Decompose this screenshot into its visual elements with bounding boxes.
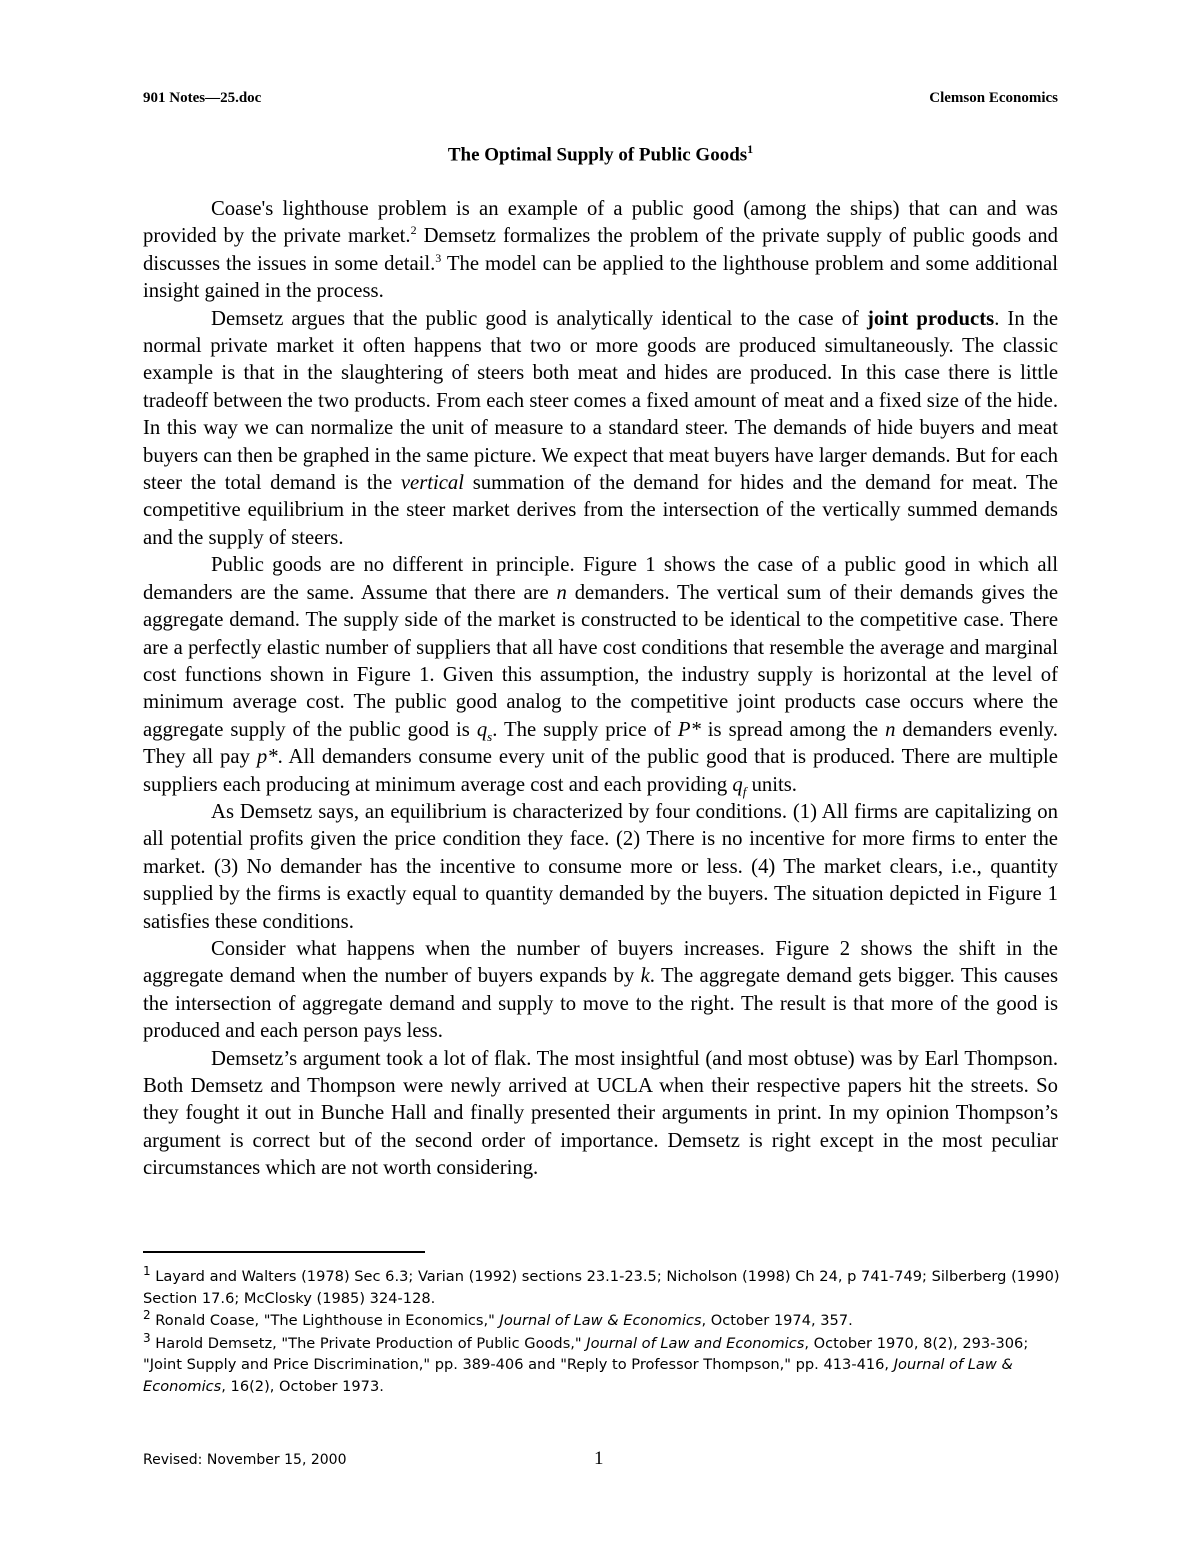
p2-text-a: Demsetz argues that the public good is analytically identical to the case of [211,307,867,330]
paragraph-3 [143,552,1058,799]
footnote-2 [143,1310,1063,1332]
p3-var-n: n [556,581,567,604]
revision-date: Revised: November 15, 2000 [143,1452,347,1468]
footnote-3-text-a: Harold Demsetz, "The Private Production of Public Goods," [150,1334,587,1352]
p3-var-qf [732,773,747,799]
footnote-separator [143,1251,425,1253]
p2-bold-term: joint products [866,307,995,330]
qs-symbol: q [476,718,488,741]
p2-text-b: . In the normal private market it often happens that two or more goods are produced simultaneously. The classic example is that in the slaughtering of steers both meat and hides are produced. In this case there is little tradeoff between the two products. From each steer comes a fixed amount of meat and a fixed size of the hide. In this way we can normalize the unit of measure to a standard steer. The demands of hide buyers and meat buyers can then be graphed in the same picture. We expect that meat buyers have larger demands. But for each steer the total demand is the [143,307,1058,495]
header-institution: Clemson Economics [929,90,1058,106]
footnotes [143,1266,1063,1398]
p3-var-n2: n [885,718,896,741]
p5-text-a: Consider what happens when the number of buyers increases. Figure 2 shows the shift in the aggregate demand when the number of buyers expands by [143,937,1058,988]
header-filename: 901 Notes—25.doc [143,90,262,106]
body-text [143,196,1058,1183]
footnote-1-number: 1 [143,1264,151,1279]
p3-var-pstar: p* [256,746,278,769]
footnote-2-number: 2 [143,1308,151,1323]
footnote-3-text-c: , 16(2), October 1973. [221,1377,384,1395]
p3-text-b: demanders. The vertical sum of their demands gives the aggregate demand. The supply side of the market is constructed to be identical to the competitive case. There are a perfectly elastic number of suppliers that all have cost conditions that resemble the average and marginal cost functions shown in Figure 1. Given this assumption, the industry supply is horizontal at the level of minimum average cost. The public good analog to the competitive joint products case occurs where the aggregate supply of the public good is [143,581,1059,741]
p2-text-c: summation of the demand for hides and the demand for meat. The competitive equilibrium in the steer market derives from the intersection of the vertically summed demands and the supply of steers. [143,472,1058,549]
p3-text-d: is spread among the [700,718,886,741]
p3-text-a: Public goods are no different in principle. Figure 1 shows the case of a public good in which all demanders are the same. Assume that there are [143,554,1058,604]
footnote-3-number: 3 [143,1330,151,1345]
p3-text-e: demanders evenly. They all pay [143,718,1058,769]
p3-text-c: . The supply price of [492,718,678,741]
p5-var-k: k [640,965,650,988]
footnote-ref-3[interactable]: 3 [435,250,442,265]
footnote-ref-2[interactable]: 2 [410,223,417,238]
qf-symbol: q [732,773,743,796]
p3-text-g: units. [746,773,797,796]
page-number: 1 [594,1448,604,1469]
paragraph-5 [143,936,1058,1046]
p1-text-b: Demsetz formalizes the problem of the private supply of public goods and discusses the issues in some detail. [143,225,1058,275]
footnote-3-journal-1: Journal of Law and Economics [586,1334,805,1352]
qf-subscript: f [742,783,747,799]
p3-text-f: . All demanders consume every unit of the public good that is produced. There are multiple suppliers each producing at minimum average cost and each providing [143,746,1058,796]
paragraph-1 [143,196,1058,306]
paragraph-4: As Demsetz says, an equilibrium is characterized by four conditions. (1) All firms are capitalizing on all potential profits given the price condition they face. (2) There is no incentive for more firms to enter the market. (3) No demander has the incentive to consume more or less. (4) The market clears, i.e., quantity supplied by the firms is exactly equal to quantity demanded by the buyers. The situation depicted in Figure 1 satisfies these conditions. [143,800,1058,933]
footnote-2-text-a: Ronald Coase, "The Lighthouse in Economics," [150,1312,500,1329]
qs-subscript: s [487,728,493,744]
p2-italic-term: vertical [400,472,465,495]
footnote-2-text-b: , October 1974, 357. [701,1312,853,1329]
title-text: The Optimal Supply of Public Goods [447,144,748,166]
footnote-2-journal: Journal of Law & Economics [499,1312,702,1329]
paragraph-6: Demsetz’s argument took a lot of flak. The most insightful (and most obtuse) was by Earl Thompson. Both Demsetz and Thompson were newly arrived at UCLA when their respective papers hit the streets. So they fought it out in Bunche Hall and finally presented their arguments in print. In my opinion Thompson’s argument is correct but of the second order of importance. Demsetz is right except in the most peculiar circumstances which are not worth considering. [143,1047,1058,1180]
page-title [143,142,1058,166]
p1-text-a: Coase's lighthouse problem is an example of a public good (among the ships) that can and was provided by the private market. [143,198,1058,248]
p3-var-Pstar: P* [677,718,701,741]
footnote-3-text-b: , October 1970, 8(2), 293-306; "Joint Supply and Price Discrimination," pp. 389-406 and "Reply to Professor Thompson," pp. 413-416, [143,1334,1029,1373]
paragraph-2 [143,306,1058,553]
p5-text-b: . The aggregate demand gets bigger. This causes the intersection of aggregate demand and supply to move to the right. The result is that more of the good is produced and each person pays less. [143,965,1058,1043]
footnote-3 [143,1330,1063,1398]
p1-text-c: The model can be applied to the lighthouse problem and some additional insight gained in the process. [143,252,1058,303]
footnote-3-journal-2: Journal of Law & Economics [143,1356,1013,1395]
footnote-ref-1[interactable]: 1 [747,142,754,156]
footnote-1-text: Layard and Walters (1978) Sec 6.3; Varian (1992) sections 23.1-23.5; Nicholson (1998) Ch 24, p 741-749; Silberberg (1990) Section 17.6; McClosky (1985) 324-128. [143,1268,1060,1307]
p3-var-qs [476,718,493,744]
footnote-1 [143,1266,1063,1309]
